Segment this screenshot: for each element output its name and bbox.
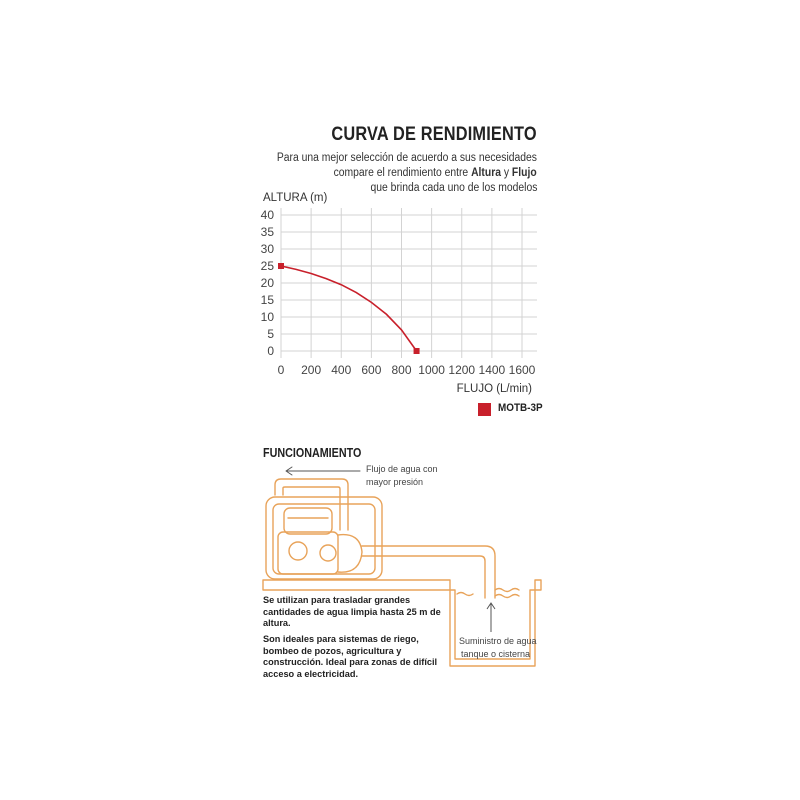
y-tick-label-1: 5 <box>267 327 274 341</box>
legend-label-motb-3p: MOTB-3P <box>498 402 543 414</box>
x-tick-label-5: 1000 <box>418 363 445 377</box>
x-tick-label-7: 1400 <box>478 363 506 377</box>
x-tick-label-6: 1200 <box>448 363 476 377</box>
engine-cap <box>320 545 336 561</box>
pump-frame-outer <box>266 497 382 579</box>
y-tick-label-5: 25 <box>260 259 274 273</box>
y-tick-label-0: 0 <box>267 344 274 358</box>
water-wave-3 <box>495 595 519 598</box>
y-axis-label: ALTURA (m) <box>263 192 328 204</box>
suction-pipe-inner <box>362 556 485 598</box>
supply-label-2: tanque o cisterna <box>461 649 531 659</box>
water-wave-1 <box>457 593 473 596</box>
x-tick-label-1: 200 <box>301 363 322 377</box>
y-tick-label-7: 35 <box>260 225 274 239</box>
description-1: Se utilizan para trasladar grandes cantidades de agua limpia hasta 25 m de altura. <box>263 595 441 628</box>
x-tick-label-4: 800 <box>391 363 412 377</box>
description-2: Son ideales para sistemas de riego, bombeo de pozos, agricultura y construcción. Ideal para zonas de difícil acceso a electricidad. <box>263 634 438 679</box>
flow-label-1: Flujo de agua con <box>366 464 438 474</box>
subtitle-text-2: compare el rendimiento entre <box>333 167 469 179</box>
x-tick-label-2: 400 <box>331 363 352 377</box>
funcionamiento-title: FUNCIONAMIENTO <box>263 446 362 460</box>
water-wave-2 <box>495 589 519 592</box>
flow-label-2: mayor presión <box>366 477 424 487</box>
y-tick-label-3: 15 <box>260 293 274 307</box>
subtitle-and: y <box>504 167 510 179</box>
x-tick-label-8: 1600 <box>508 363 536 377</box>
subtitle-text-1: Para una mejor selección de acuerdo a sus necesidades <box>276 152 537 164</box>
subtitle-altura: Altura <box>471 167 502 179</box>
supply-label-1: Suministro de agua <box>459 636 537 646</box>
y-tick-label-6: 30 <box>260 242 274 256</box>
x-tick-label-0: 0 <box>277 363 285 377</box>
engine-pulley <box>289 542 307 560</box>
subtitle-flujo: Flujo <box>512 167 537 179</box>
x-axis-label: FLUJO (L/min) <box>456 383 532 395</box>
engine-tank <box>284 508 332 534</box>
y-tick-label-8: 40 <box>260 208 274 222</box>
x-tick-label-3: 600 <box>361 363 382 377</box>
engine-body <box>278 532 338 574</box>
pump-frame-inner <box>273 504 375 574</box>
chart-title: CURVA DE RENDIMIENTO <box>331 124 537 145</box>
y-tick-label-2: 10 <box>260 310 274 324</box>
subtitle-text-3: que brinda cada uno de los modelos <box>370 182 537 194</box>
pump-volute <box>338 535 362 573</box>
y-tick-label-4: 20 <box>260 276 274 290</box>
